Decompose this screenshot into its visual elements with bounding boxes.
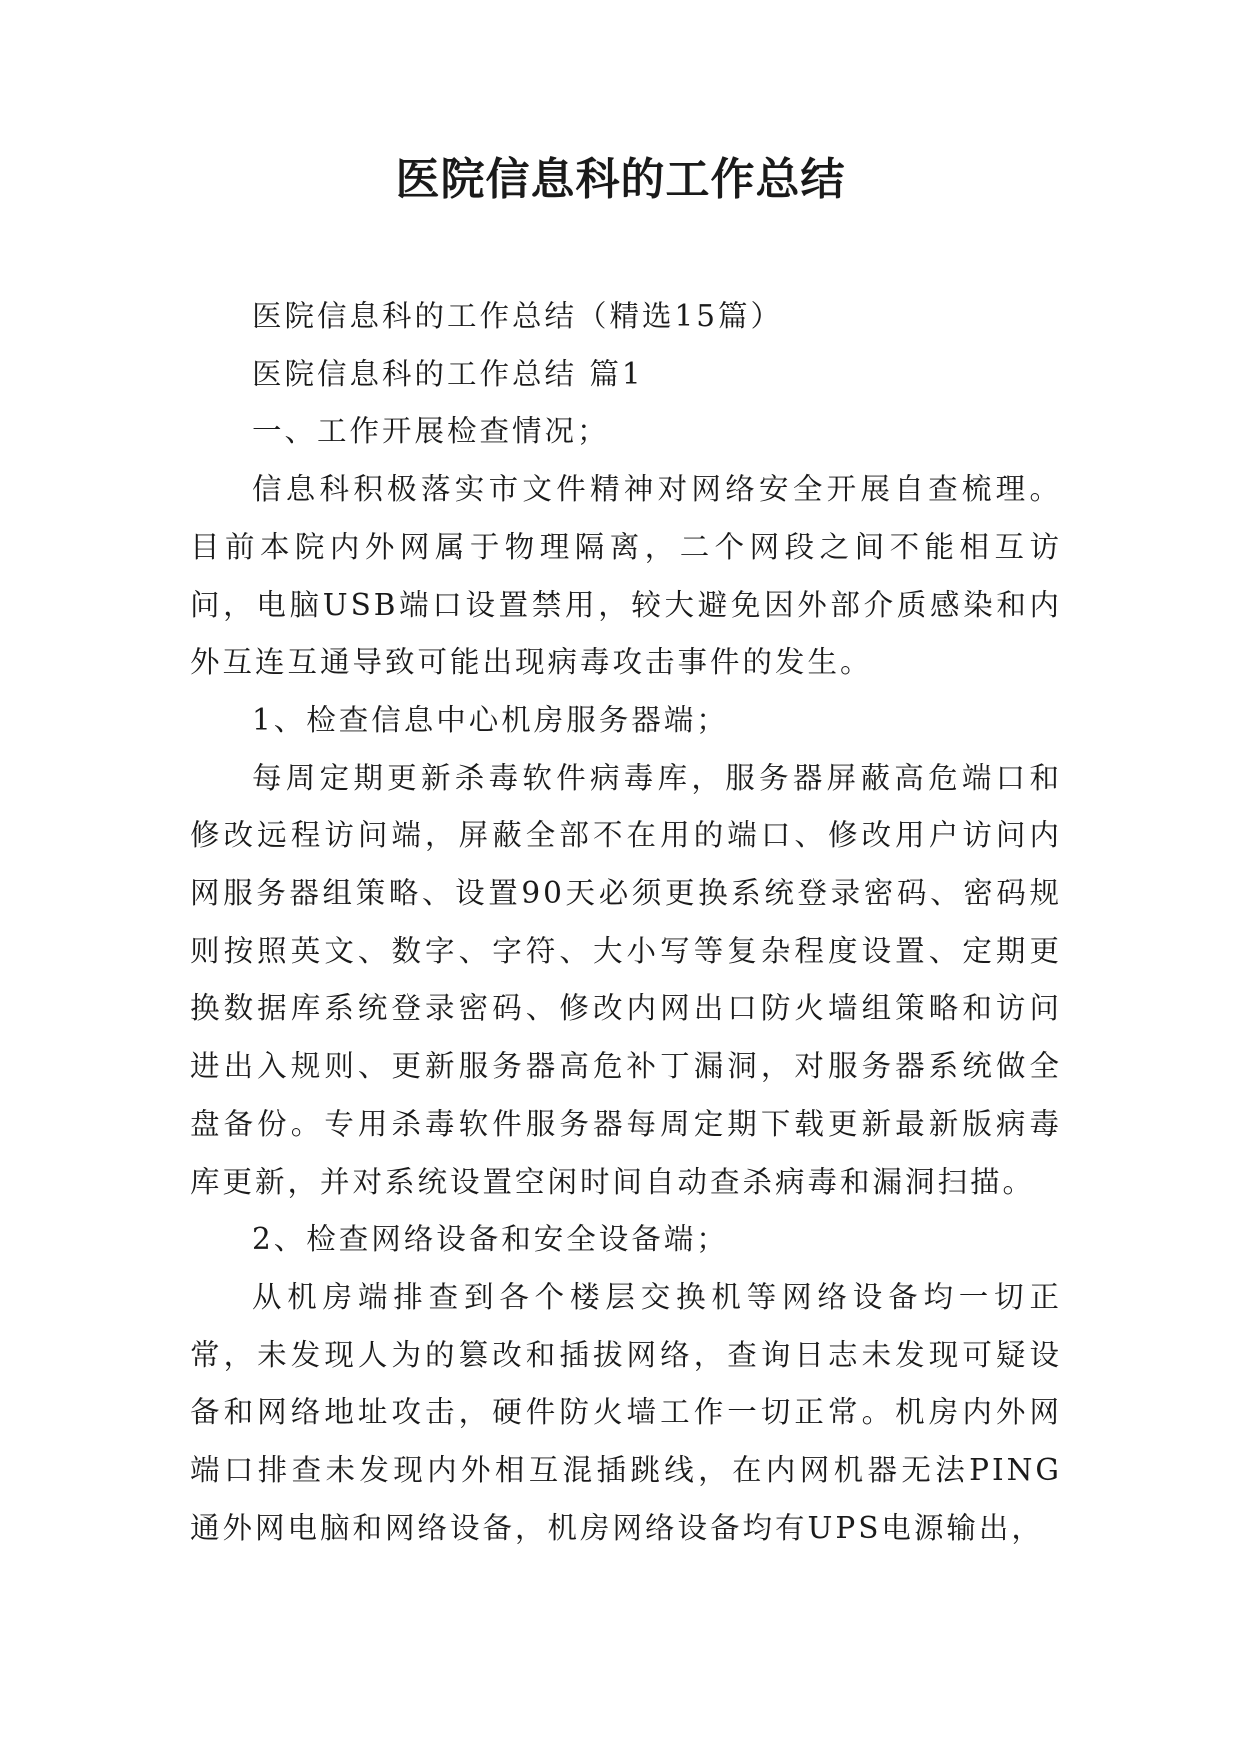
paragraph-section-heading: 医院信息科的工作总结 篇1 bbox=[251, 356, 644, 391]
document-body bbox=[190, 288, 1062, 1557]
paragraph-heading-1: 一、工作开展检查情况； bbox=[251, 414, 610, 449]
document-title: 医院信息科的工作总结 bbox=[395, 154, 846, 205]
paragraph-subtitle: 医院信息科的工作总结（精选15篇） bbox=[251, 299, 783, 333]
paragraph-body: 从机房端排查到各个楼层交换机等网络设备均一切正常，未发现人为的篡改和插拔网络，查询日志未发现可疑设备和网络地址攻击，硬件防火墙工作一切正常。机房内外网端口排查未发现内外相互混插跳线，在内网机器无法PING通外网电脑和网络设备，机房网络设备均有UPS电源输出， bbox=[190, 1279, 1062, 1545]
paragraph-subheading: 1、检查信息中心机房服务器端； bbox=[251, 702, 729, 737]
paragraph-body: 每周定期更新杀毒软件病毒库，服务器屏蔽高危端口和修改远程访问端，屏蔽全部不在用的端口、修改用户访问内网服务器组策略、设置90天必须更换系统登录密码、密码规则按照英文、数字、字符、大小写等复杂程度设置、定期更换数据库系统登录密码、修改内网出口防火墙组策略和访问进出入规则、更新服务器高危补丁漏洞，对服务器系统做全盘备份。专用杀毒软件服务器每周定期下载更新最新版病毒库更新，并对系统设置空闲时间自动查杀病毒和漏洞扫描。 bbox=[190, 760, 1062, 1199]
paragraph-body: 信息科积极落实市文件精神对网络安全开展自查梳理。目前本院内外网属于物理隔离，二个网段之间不能相互访问，电脑USB端口设置禁用，较大避免因外部介质感染和内外互连互通导致可能出现病毒攻击事件的发生。 bbox=[190, 472, 1062, 680]
paragraph-subheading: 2、检查网络设备和安全设备端； bbox=[251, 1222, 729, 1257]
